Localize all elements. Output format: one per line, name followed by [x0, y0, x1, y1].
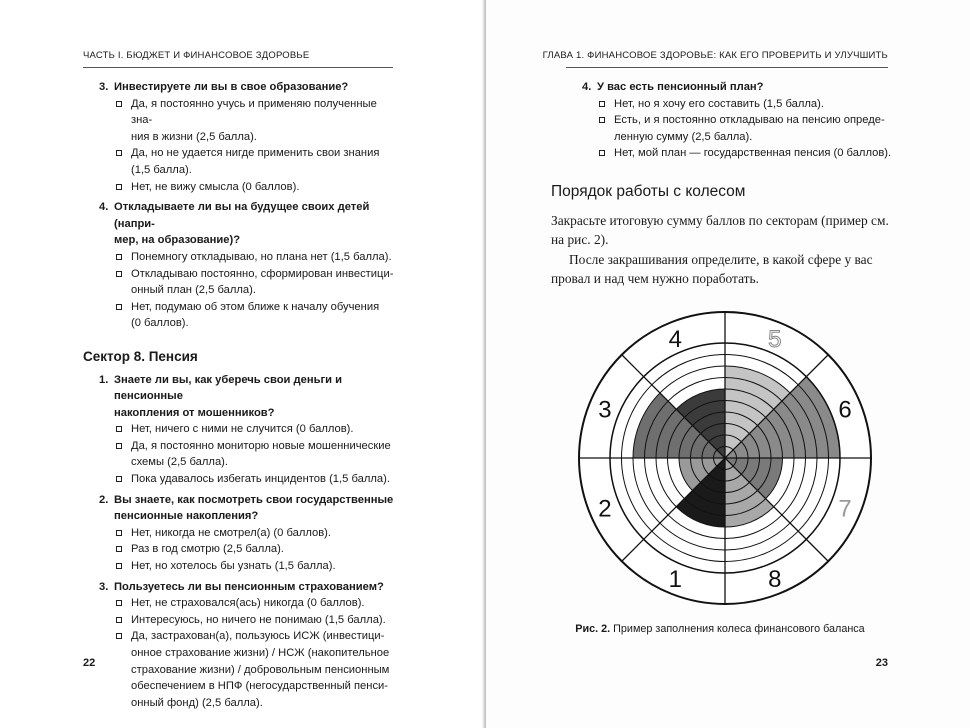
answer-option[interactable]	[83, 179, 401, 196]
answer-text: Интересуюсь, но ничего не понимаю (1,5 балла).	[131, 613, 386, 626]
question-number: 4.	[582, 81, 592, 93]
sector-label-4: 4	[668, 325, 682, 353]
question-text: У вас есть пенсионный план?	[597, 81, 764, 93]
spacer	[83, 332, 401, 336]
header-rule	[83, 67, 393, 68]
left-page	[0, 0, 484, 728]
question-number: 2.	[99, 493, 109, 506]
question	[83, 579, 401, 596]
answer-text: ленную сумму (2,5 балла).	[614, 130, 753, 143]
checkbox-icon[interactable]	[116, 254, 122, 260]
sector-label-5: 5	[768, 325, 782, 353]
checkbox-icon[interactable]	[116, 617, 122, 623]
answer-text: Есть, и я постоянно откладываю на пенсию опреде-	[614, 114, 885, 127]
checkbox-icon[interactable]	[116, 184, 122, 190]
paragraph-1	[551, 211, 889, 249]
caption-text: Пример заполнения колеса финансового баланса	[613, 623, 865, 635]
question	[83, 79, 401, 96]
answer-text: схемы (2,5 балла).	[131, 456, 228, 469]
question	[83, 492, 401, 525]
question-number: 3.	[99, 580, 109, 593]
answer-text: Нет, не вижу смысла (0 баллов).	[131, 180, 300, 193]
sector-label-7: 7	[838, 495, 852, 523]
answer-option[interactable]	[83, 525, 401, 542]
checkbox-icon[interactable]	[116, 476, 122, 482]
answer-text: онный фонд) (2,5 балла).	[131, 696, 263, 709]
checkbox-icon[interactable]	[599, 101, 605, 107]
question-number: 4.	[99, 201, 109, 214]
question	[566, 79, 896, 96]
question-text: накопления от мошенников?	[114, 406, 275, 419]
answer-option[interactable]	[83, 628, 401, 711]
sector-label-1: 1	[668, 566, 682, 594]
sector-title: Сектор 8. Пенсия	[83, 348, 198, 364]
balance-wheel-chart	[565, 308, 885, 618]
answer-text: Да, я постоянно мониторю новые мошеннические	[131, 439, 391, 452]
checkbox-icon[interactable]	[116, 101, 122, 107]
sector-label-3: 3	[598, 396, 612, 424]
checkbox-icon[interactable]	[116, 600, 122, 606]
question-number: 3.	[99, 81, 109, 93]
question	[83, 199, 401, 249]
checkbox-icon[interactable]	[116, 546, 122, 552]
paragraph-line: провал и над чем нужно поработать.	[551, 271, 759, 286]
paragraph-line: После закрашивания определите, в какой сфере у вас	[569, 252, 873, 267]
spacer	[566, 162, 896, 166]
spacer	[83, 711, 401, 715]
checkbox-icon[interactable]	[116, 563, 122, 569]
question-number: 1.	[99, 373, 109, 386]
answer-option[interactable]	[83, 266, 401, 299]
answer-text: Нет, не страховался(ась) никогда (0 баллов).	[131, 597, 365, 610]
answer-text: страхование жизни) / добровольным пенсионным	[131, 663, 390, 676]
running-head-left: ЧАСТЬ I. БЮДЖЕТ И ФИНАНСОВОЕ ЗДОРОВЬЕ	[83, 50, 310, 61]
caption-label: Рис. 2.	[575, 623, 611, 635]
answer-option[interactable]	[83, 299, 401, 332]
checkbox-icon[interactable]	[599, 150, 605, 156]
answer-text: онный план (2,5 балла).	[131, 284, 256, 297]
answer-option[interactable]	[83, 558, 401, 575]
section-title: Порядок работы с колесом	[551, 183, 746, 200]
answer-option[interactable]	[83, 595, 401, 612]
answer-text: Да, но не удается нигде применить свои знания	[131, 147, 380, 160]
checkbox-icon[interactable]	[116, 443, 122, 449]
answer-text: Нет, никогда не смотрел(а) (0 баллов).	[131, 526, 332, 539]
question	[83, 372, 401, 422]
answer-text: Нет, но хотелось бы узнать (1,5 балла).	[131, 560, 336, 573]
figure-caption	[560, 623, 880, 635]
answer-option[interactable]	[566, 112, 896, 145]
sector-label-6: 6	[838, 396, 852, 424]
answer-option[interactable]	[83, 541, 401, 558]
checkbox-icon[interactable]	[116, 271, 122, 277]
right-column	[566, 79, 896, 166]
answer-option[interactable]	[83, 145, 401, 178]
answer-text: Нет, ничего с ними не случится (0 баллов).	[131, 423, 354, 436]
answer-option[interactable]	[83, 249, 401, 266]
checkbox-icon[interactable]	[116, 633, 122, 639]
left-column	[83, 79, 401, 715]
question-text: Вы знаете, как посмотреть свои государственные	[114, 493, 394, 506]
answer-text: Откладываю постоянно, сформирован инвестици-	[131, 267, 394, 280]
question-text: пенсионные накопления?	[114, 510, 259, 523]
question-text: Откладываете ли вы на будущее своих детей (напри-	[114, 201, 370, 230]
question-text: мер, на образование)?	[114, 234, 241, 247]
answer-text: Нет, мой план — государственная пенсия (0 баллов).	[614, 147, 892, 160]
paragraph-2	[551, 250, 889, 288]
running-head-right: ГЛАВА 1. ФИНАНСОВОЕ ЗДОРОВЬЕ: КАК ЕГО ПРОВЕРИТЬ И УЛУЧШИТЬ	[542, 50, 888, 61]
checkbox-icon[interactable]	[599, 117, 605, 123]
header-rule	[566, 67, 888, 68]
answer-text: Да, застрахован(а), пользуюсь ИСЖ (инвестици-	[131, 630, 385, 643]
answer-option[interactable]	[566, 96, 896, 113]
question-text: Инвестируете ли вы в свое образование?	[114, 81, 349, 93]
answer-text: ния в жизни (2,5 балла).	[131, 130, 257, 143]
answer-option[interactable]	[83, 421, 401, 438]
answer-text: (1,5 балла).	[131, 163, 192, 176]
answer-text: обеспечением в НПФ (негосударственный пенси-	[131, 680, 389, 693]
answer-option[interactable]	[566, 145, 896, 162]
page-number-right: 23	[875, 657, 888, 669]
answer-option[interactable]	[83, 612, 401, 629]
question-text: Знаете ли вы, как уберечь свои деньги и пенсионные	[114, 373, 343, 403]
answer-text: онное страхование жизни) / НСЖ (накопительное	[131, 647, 390, 659]
checkbox-icon[interactable]	[116, 530, 122, 536]
sector-label-8: 8	[768, 566, 782, 594]
answer-text: Пока удавалось избегать инцидентов (1,5 балла).	[131, 473, 390, 486]
page-number-left: 22	[83, 657, 96, 669]
answer-option[interactable]	[83, 471, 401, 488]
answer-text: Нет, но я хочу его составить (1,5 балла).	[614, 97, 824, 110]
checkbox-icon[interactable]	[116, 150, 122, 156]
answer-option[interactable]	[83, 96, 401, 146]
answer-text: Раз в год смотрю (2,5 балла).	[131, 543, 284, 556]
checkbox-icon[interactable]	[116, 426, 122, 432]
sector-label-2: 2	[598, 495, 612, 523]
question-text: Пользуетесь ли вы пенсионным страхованием?	[114, 580, 384, 593]
paragraph-line: на рис. 2).	[551, 232, 609, 247]
paragraph-line: Закрасьте итоговую сумму баллов по секторам (пример см.	[551, 213, 889, 228]
answer-text: (0 баллов).	[131, 317, 189, 330]
answer-text: Понемногу откладываю, но плана нет (1,5 балла).	[131, 250, 392, 263]
answer-text: Нет, подумаю об этом ближе к началу обучения	[131, 300, 380, 313]
checkbox-icon[interactable]	[116, 304, 122, 310]
answer-text: Да, я постоянно учусь и применяю полученные зна-	[131, 97, 377, 127]
answer-option[interactable]	[83, 438, 401, 471]
